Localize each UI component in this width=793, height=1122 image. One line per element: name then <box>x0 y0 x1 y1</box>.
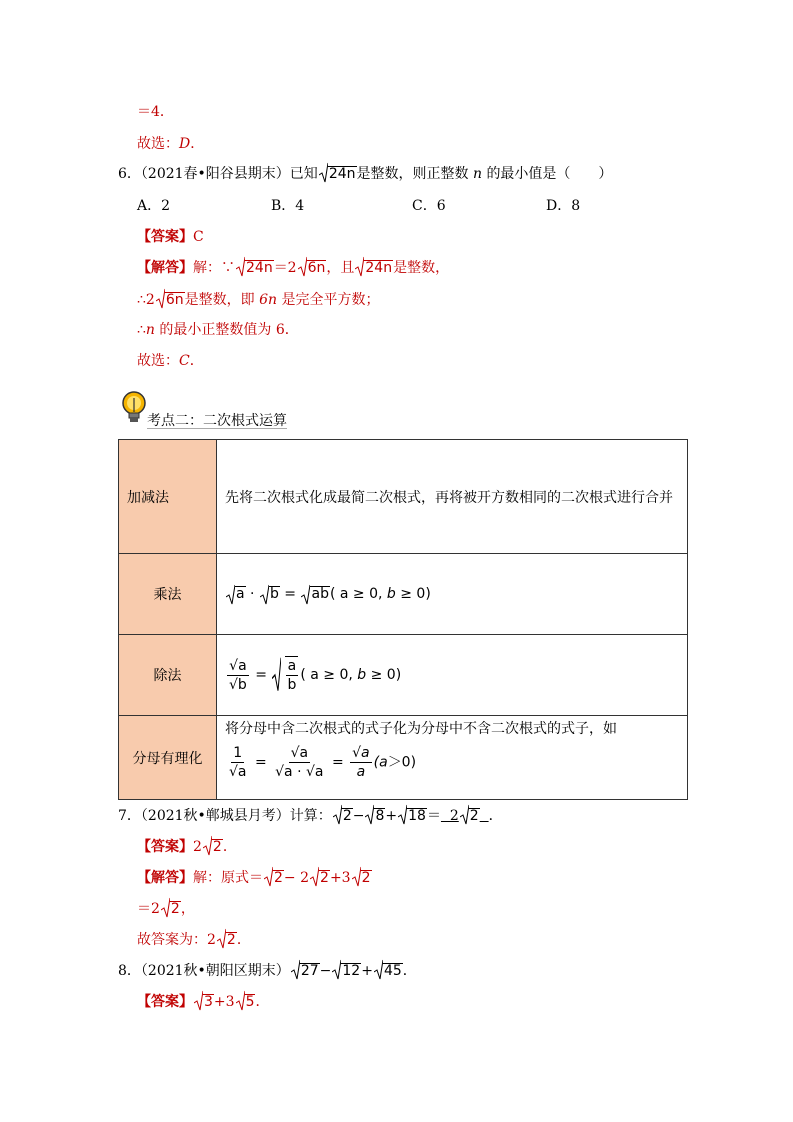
table-content-add-sub: 先将二次根式化成最简二次根式，再将被开方数相同的二次根式进行合并 <box>217 440 688 554</box>
question-8: 8．（2021秋•朝阳区期末） 27− 12+ 45． <box>118 961 417 981</box>
radical-sign-icon <box>194 990 203 1012</box>
q7-explain-line-2: ＝2 2， <box>137 899 195 919</box>
q7-number: 7． <box>118 808 141 824</box>
radical-sign-icon <box>460 804 469 826</box>
q6-option-c: C．6 <box>412 198 446 214</box>
q7-blank-answer: 2 2 <box>441 808 489 824</box>
radical-sign-icon <box>264 866 273 888</box>
q7-explain-line-1: 【解答】解：原式＝ 2− 2 2+3 2 <box>137 868 372 888</box>
q6-explain-line-1 <box>137 258 449 278</box>
radical-sign-icon <box>236 990 245 1012</box>
table-row <box>119 635 688 716</box>
q6-exp1-sqrt-2 <box>298 258 327 278</box>
q6-var: n <box>472 166 482 182</box>
lightbulb-icon <box>120 390 150 430</box>
radical-sign-icon <box>301 584 310 606</box>
question-7: 7．（2021秋•郸城县月考）计算： 2− 8+ 18＝ 2 2 ． <box>118 806 503 826</box>
radical-sign-icon <box>298 256 307 278</box>
radical-sign-icon <box>310 866 319 888</box>
table-row <box>119 716 688 800</box>
choose-label: 故选： <box>137 136 179 152</box>
equals-four-line <box>137 102 174 122</box>
q6-exp2-var: 6n <box>259 292 277 308</box>
q6-exp2-mid: 是整数，即 <box>184 292 255 308</box>
table-content-divide: $\frac{√a}{√b}$ = $\frac{a}{b}$ ( a ≥ 0, b ≥ 0) <box>217 635 688 716</box>
radical-sign-icon <box>333 804 342 826</box>
q6-option-b: B．4 <box>271 198 305 214</box>
radical-sign-icon <box>352 866 361 888</box>
radical-sign-icon <box>156 288 165 310</box>
radical-sign-icon <box>319 162 328 184</box>
q7-final-line: 故答案为：2 2． <box>137 930 251 950</box>
divide-sqrt-fraction: $\frac{a}{b}$ <box>272 656 300 694</box>
q7-final-label: 故答案为： <box>137 932 207 948</box>
q7-answer-label: 【答案】 <box>137 839 193 855</box>
table-head-add-sub: 加减法 <box>119 440 217 554</box>
q6-answer-line <box>137 227 204 247</box>
q6-option-a: A．2 <box>137 198 171 214</box>
q6-exp3-a: ∴ <box>137 322 146 338</box>
radical-sign-icon <box>332 959 341 981</box>
q6-exp2-radicand: 6n <box>165 292 184 308</box>
table-row <box>119 440 688 554</box>
q7-answer-line: 【答案】2 2． <box>137 837 237 857</box>
q6-exp4-ans: C <box>179 353 190 369</box>
q6-exp1-end: 是整数， <box>393 260 450 276</box>
operations-table <box>118 439 688 800</box>
q6-exp1-sqrt-1 <box>236 258 274 278</box>
q6-exp4-end: ． <box>189 353 204 369</box>
q6-exp2-end: 是完全平方数； <box>281 292 380 308</box>
choose-answer: D <box>179 136 191 152</box>
radical-sign-icon <box>374 959 383 981</box>
section-title: 考点二：二次根式运算 <box>147 413 287 429</box>
q7-explain-text: 解：原式＝ <box>193 870 263 886</box>
table-head-rationalize: 分母有理化 <box>119 716 217 800</box>
radical-sign-icon <box>272 656 281 694</box>
q8-answer-line: 【答案】 3+3 5． <box>137 992 269 1012</box>
q8-answer-label: 【答案】 <box>137 994 193 1010</box>
q6-exp1-radicand-3: 24n <box>365 260 393 276</box>
table-head-divide: 除法 <box>119 635 217 716</box>
q6-sqrt <box>319 164 357 184</box>
section-underline <box>147 428 287 429</box>
divide-fraction-left: $\frac{√a}{√b}$ <box>229 657 247 693</box>
q6-exp1-eq: ＝2 <box>273 260 297 276</box>
q8-source: （2021秋•朝阳区期末） <box>140 963 290 979</box>
radical-sign-icon <box>355 256 364 278</box>
q6-exp1-radicand-2: 6n <box>307 260 326 276</box>
q8-number: 8． <box>118 963 141 979</box>
q6-exp1-a: 解：∵ <box>193 260 235 276</box>
radical-sign-icon <box>161 897 170 919</box>
equals-four-text: ＝4． <box>137 104 174 120</box>
choose-suffix: ． <box>190 136 205 152</box>
q6-text-end: 的最小值是（ ） <box>486 166 613 182</box>
q6-exp3-var: n <box>145 322 155 338</box>
rationalize-example: $\frac{1}{√a}$ = $\frac{√a}{√a \cdot √a}$ = $\frac{√a}{a}$ (a＞0) <box>229 745 417 780</box>
radical-sign-icon <box>398 804 407 826</box>
q6-exp4-a: 故选： <box>137 353 179 369</box>
q6-text-after: 是整数，则正整数 <box>356 166 469 182</box>
multiply-sqrt-b: b <box>260 586 280 602</box>
q6-exp2-a: ∴2 <box>137 292 155 308</box>
table-head-multiply: 乘法 <box>119 554 217 635</box>
q7-source: （2021秋•郸城县月考）计算： <box>140 808 332 824</box>
radical-sign-icon <box>217 928 226 950</box>
q6-option-d: D．8 <box>546 198 581 214</box>
table-content-rationalize <box>217 716 688 800</box>
q6-explain-line-2 <box>137 290 379 310</box>
q6-answer-value: C <box>193 229 204 245</box>
choose-d-line <box>137 134 204 154</box>
q6-answer-label: 【答案】 <box>137 229 193 245</box>
radical-sign-icon <box>226 584 235 606</box>
q6-exp1-sqrt-3 <box>355 258 393 278</box>
multiply-sqrt-a: a <box>226 586 246 602</box>
q6-exp3-end: 的最小正整数值为 6． <box>159 322 299 338</box>
q6-exp1-radicand-1: 24n <box>246 260 273 276</box>
multiply-sqrt-ab: ab <box>301 586 329 602</box>
q6-explain-label: 【解答】 <box>137 260 193 276</box>
q6-source: （2021春•阳谷县期末）已知 <box>140 166 318 182</box>
q6-radicand: 24n <box>328 166 356 182</box>
radical-sign-icon <box>365 804 374 826</box>
radical-sign-icon <box>291 959 300 981</box>
radical-sign-icon <box>260 584 269 606</box>
q6-explain-line-3 <box>137 320 299 340</box>
q6-explain-line-4 <box>137 351 204 371</box>
q7-explain-label: 【解答】 <box>137 870 193 886</box>
question-6 <box>118 164 612 184</box>
q6-exp2-sqrt <box>156 290 185 310</box>
radical-sign-icon <box>203 835 212 857</box>
rationalize-description: 将分母中含二次根式的式子化为分母中不含二次根式的式子，如 <box>225 721 617 737</box>
table-content-multiply: a · b = ab( a ≥ 0, b ≥ 0) <box>217 554 688 635</box>
table-row <box>119 554 688 635</box>
q6-exp1-mid: ，且 <box>326 260 355 276</box>
radical-sign-icon <box>236 256 245 278</box>
q6-number: 6． <box>118 166 141 182</box>
